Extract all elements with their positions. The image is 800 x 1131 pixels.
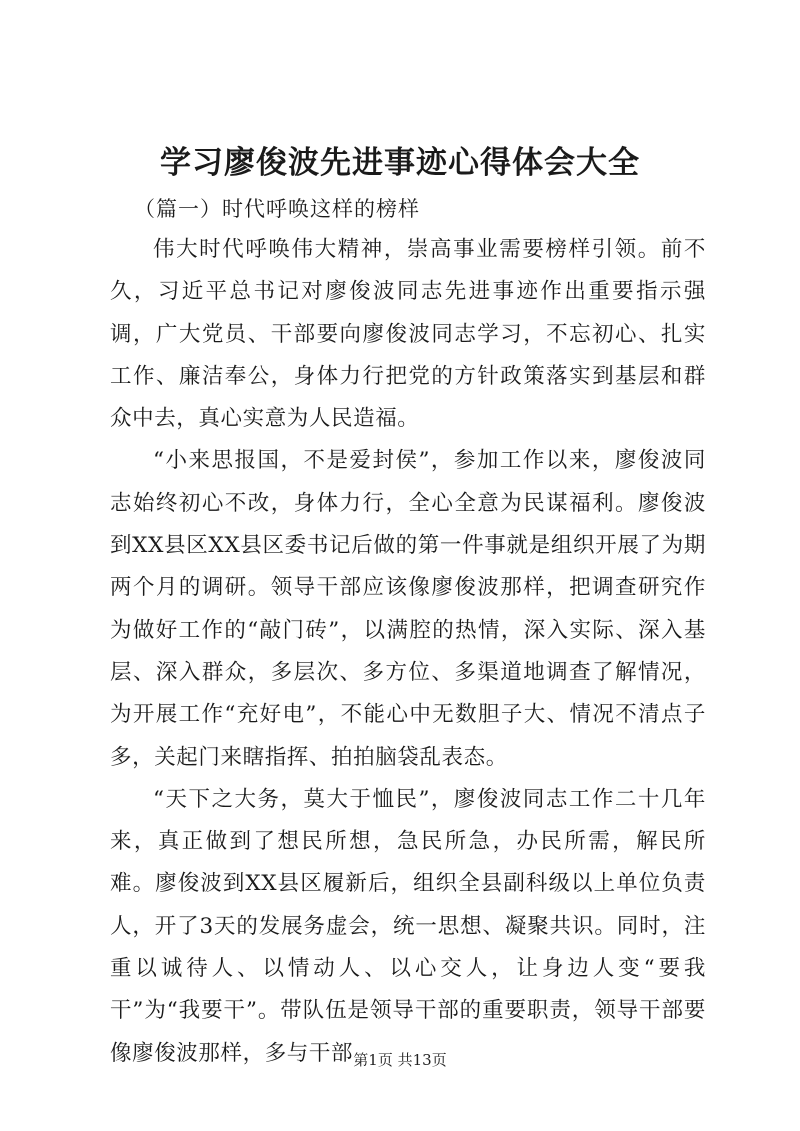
paragraph: 伟大时代呼唤伟大精神，崇高事业需要榜样引领。前不久，习近平总书记对廖俊波同志先进事迹作出重要指示强调，广大党员、干部要向廖俊波同志学习，不忘初心、扎实工作、廉洁奉公，身体力行把党的方针政策落实到基层和群众中去，真心实意为人民造福。	[110, 237, 706, 432]
document-title: 学习廖俊波先进事迹心得体会大全	[160, 145, 640, 181]
document-body	[110, 229, 706, 1075]
section-heading: （篇一）时代呼唤这样的榜样	[134, 197, 420, 221]
paragraph: “小来思报国，不是爱封侯”，参加工作以来，廖俊波同志始终初心不改，身体力行，全心全意为民谋福利。廖俊波到XX县区XX县区委书记后做的第一件事就是组织开展了为期两个月的调研。领导干部应该像廖俊波那样，把调查研究作为做好工作的“敲门砖”，以满腔的热情，深入实际、深入基层、深入群众，多层次、多方位、多渠道地调查了解情况，为开展工作“充好电”，不能心中无数胆子大、情况不清点子多，关起门来瞎指挥、拍拍脑袋乱表态。	[110, 448, 706, 770]
page-footer: 第1页 共13页	[353, 1051, 447, 1069]
paragraph: “天下之大务，莫大于恤民”，廖俊波同志工作二十几年来，真正做到了想民所想，急民所急，办民所需，解民所难。廖俊波到XX县区履新后，组织全县副科级以上单位负责人，开了3天的发展务虚会，统一思想、凝聚共识。同时，注重以诚待人、以情动人、以心交人，让身边人变“要我干”为“我要干”。带队伍是领导干部的重要职责，领导干部要像廖俊波那样，多与干部	[110, 786, 706, 1066]
